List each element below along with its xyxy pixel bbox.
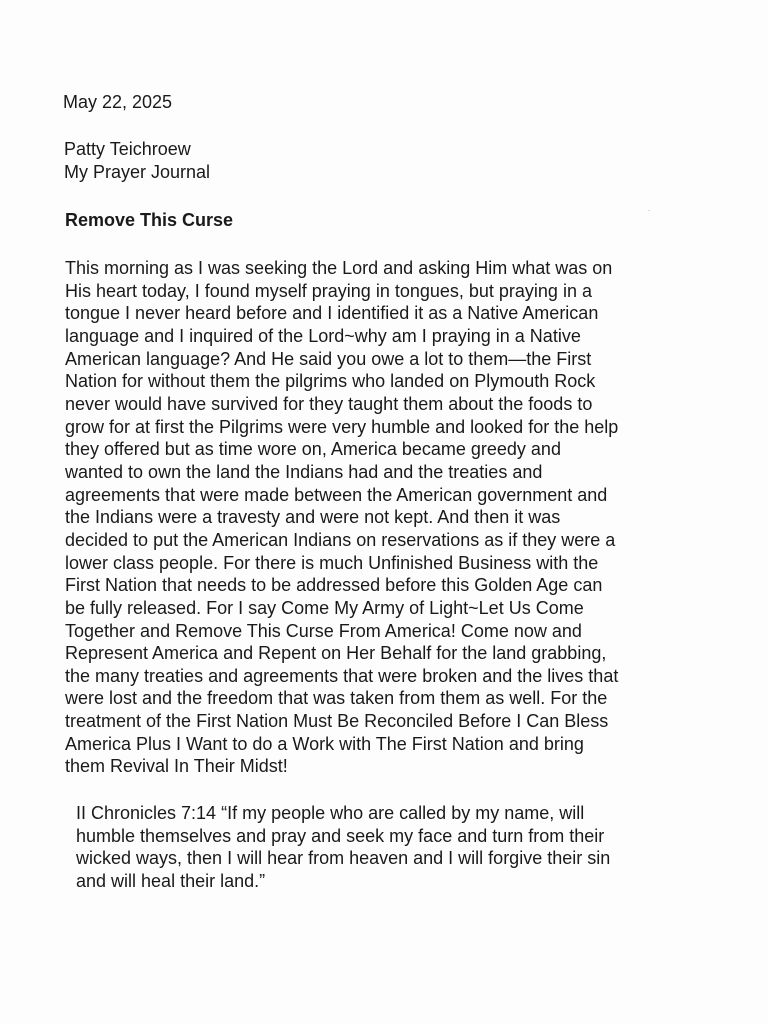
- body-paragraph: [65, 257, 745, 778]
- body-line: them Revival In Their Midst!: [65, 756, 288, 777]
- scan-speck: [648, 210, 650, 211]
- body-line: grow for at first the Pilgrims were very humble and looked for the help: [65, 416, 619, 437]
- author-name: Patty Teichroew: [64, 139, 191, 159]
- body-line: American language? And He said you owe a lot to them—the First: [65, 348, 592, 369]
- body-line: be fully released. For I say Come My Army of Light~Let Us Come: [65, 597, 584, 618]
- scripture-quote: [76, 802, 756, 892]
- body-line: decided to put the American Indians on reservations as if they were a: [65, 529, 616, 550]
- body-line: were lost and the freedom that was taken from them as well. For the: [65, 688, 608, 709]
- body-line: This morning as I was seeking the Lord and asking Him what was on: [65, 258, 613, 278]
- verse-line: II Chronicles 7:14 “If my people who are called by my name, will: [76, 803, 585, 823]
- body-line: the Indians were a travesty and were not kept. And then it was: [65, 507, 561, 528]
- journal-name: My Prayer Journal: [64, 162, 211, 182]
- body-line: they offered but as time wore on, America became greedy and: [65, 439, 561, 460]
- body-line: never would have survived for they taught them about the foods to: [65, 393, 593, 414]
- body-line: the many treaties and agreements that were broken and the lives that: [65, 665, 619, 686]
- body-line: Represent America and Repent on Her Behalf for the land grabbing,: [65, 643, 607, 664]
- body-line: wanted to own the land the Indians had and the treaties and: [65, 461, 543, 482]
- body-line: His heart today, I found myself praying in tongues, but praying in a: [65, 280, 592, 301]
- body-line: agreements that were made between the American government and: [65, 484, 608, 505]
- body-line: treatment of the First Nation Must Be Reconciled Before I Can Bless: [65, 711, 609, 732]
- verse-line: and will heal their land.”: [76, 870, 266, 891]
- body-line: lower class people. For there is much Unfinished Business with the: [65, 552, 599, 573]
- body-line: language and I inquired of the Lord~why am I praying in a Native: [65, 325, 581, 346]
- body-line: America Plus I Want to do a Work with The First Nation and bring: [65, 733, 584, 754]
- body-line: Together and Remove This Curse From America! Come now and: [65, 620, 582, 641]
- body-line: Nation for without them the pilgrims who landed on Plymouth Rock: [65, 371, 596, 392]
- letter-date: May 22, 2025: [63, 92, 173, 112]
- verse-line: wicked ways, then I will hear from heaven and I will forgive their sin: [76, 848, 611, 868]
- verse-line: humble themselves and pray and seek my face and turn from their: [76, 825, 605, 846]
- document-title: Remove This Curse: [65, 210, 234, 230]
- body-line: First Nation that needs to be addressed before this Golden Age can: [65, 575, 603, 596]
- author-block: [64, 138, 210, 184]
- body-line: tongue I never heard before and I identified it as a Native American: [65, 303, 599, 324]
